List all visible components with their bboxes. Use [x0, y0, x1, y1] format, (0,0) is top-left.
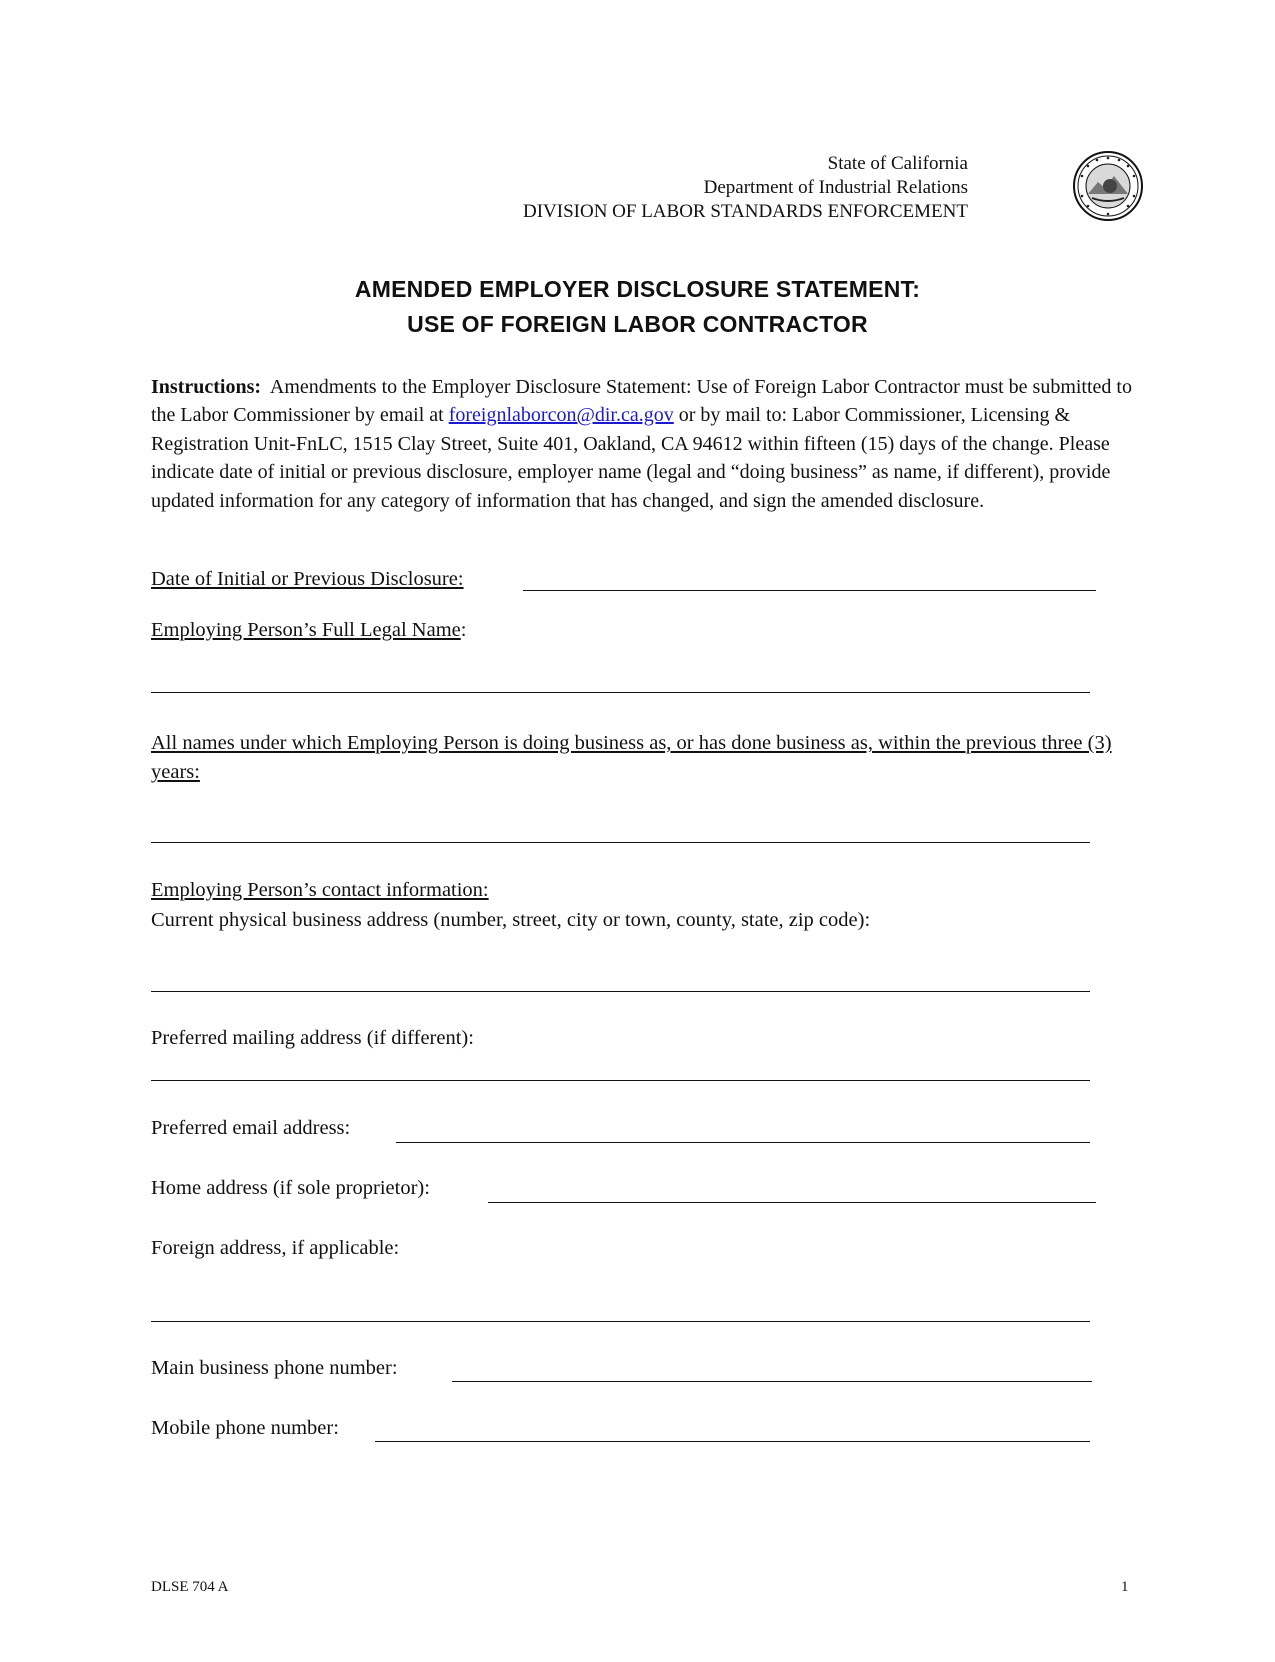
date-initial-line[interactable] — [523, 590, 1096, 591]
instructions-text-2: or by mail to: Labor Commissioner, Licensing & Registration Unit-FnLC, 1515 Clay Street, Suite 401, Oakland, CA 94612 within fifteen (15) days of the change. Please indicate date of initial or previous disclosure, employer name (legal and “doing business” as name, if different), provide updated information for any category of information that has changed, and sign the amended disclosure. — [151, 404, 1111, 512]
contact-info-heading: Employing Person’s contact information: — [151, 879, 489, 901]
legal-name-label — [151, 619, 466, 642]
instructions-text-1: Amendments to the Employer Disclosure Statement: Use of Foreign Labor Contractor must be submitted to the Labor Commissioner by email at — [151, 376, 1132, 427]
form-title-line1: AMENDED EMPLOYER DISCLOSURE STATEMENT: — [354, 276, 921, 302]
agency-department: Department of Industrial Relations — [703, 177, 968, 198]
email-address-label: Preferred email address: — [151, 1117, 351, 1139]
home-address-label: Home address (if sole proprietor): — [151, 1177, 430, 1199]
page-number: 1 — [1121, 1579, 1129, 1595]
legal-name-label-text: Employing Person’s Full Legal Name — [151, 619, 461, 641]
instructions-paragraph — [151, 373, 1135, 515]
mailing-address-label: Preferred mailing address (if different): — [151, 1027, 474, 1049]
foreign-address-line[interactable] — [151, 1321, 1090, 1322]
mailing-address-line[interactable] — [151, 1080, 1090, 1081]
mobile-phone-label: Mobile phone number: — [151, 1417, 339, 1439]
form-title-line2: USE OF FOREIGN LABOR CONTRACTOR — [407, 311, 868, 337]
physical-address-line[interactable] — [151, 991, 1090, 992]
agency-division: DIVISION OF LABOR STANDARDS ENFORCEMENT — [522, 201, 968, 222]
dba-names-line[interactable] — [151, 842, 1090, 843]
california-state-seal-icon — [1072, 150, 1144, 222]
legal-name-line[interactable] — [151, 692, 1090, 693]
main-phone-line[interactable] — [452, 1381, 1092, 1382]
physical-address-label: Current physical business address (number, street, city or town, county, state, zip code): — [151, 909, 871, 931]
instructions-label: Instructions: — [151, 376, 262, 398]
form-id: DLSE 704 A — [151, 1579, 229, 1595]
email-link[interactable]: foreignlaborcon@dir.ca.gov — [448, 404, 674, 427]
mobile-phone-line[interactable] — [375, 1441, 1090, 1442]
home-address-line[interactable] — [488, 1202, 1096, 1203]
dba-names-label: All names under which Employing Person is doing business as, or has done business as, within the previous three (3) years: — [151, 732, 1112, 783]
agency-state: State of California — [827, 153, 968, 174]
agency-header — [523, 152, 968, 224]
main-phone-label: Main business phone number: — [151, 1357, 398, 1379]
legal-name-colon: : — [460, 619, 467, 641]
date-initial-label: Date of Initial or Previous Disclosure: — [151, 568, 464, 590]
foreign-address-label: Foreign address, if applicable: — [151, 1237, 400, 1259]
email-address-line[interactable] — [396, 1142, 1090, 1143]
